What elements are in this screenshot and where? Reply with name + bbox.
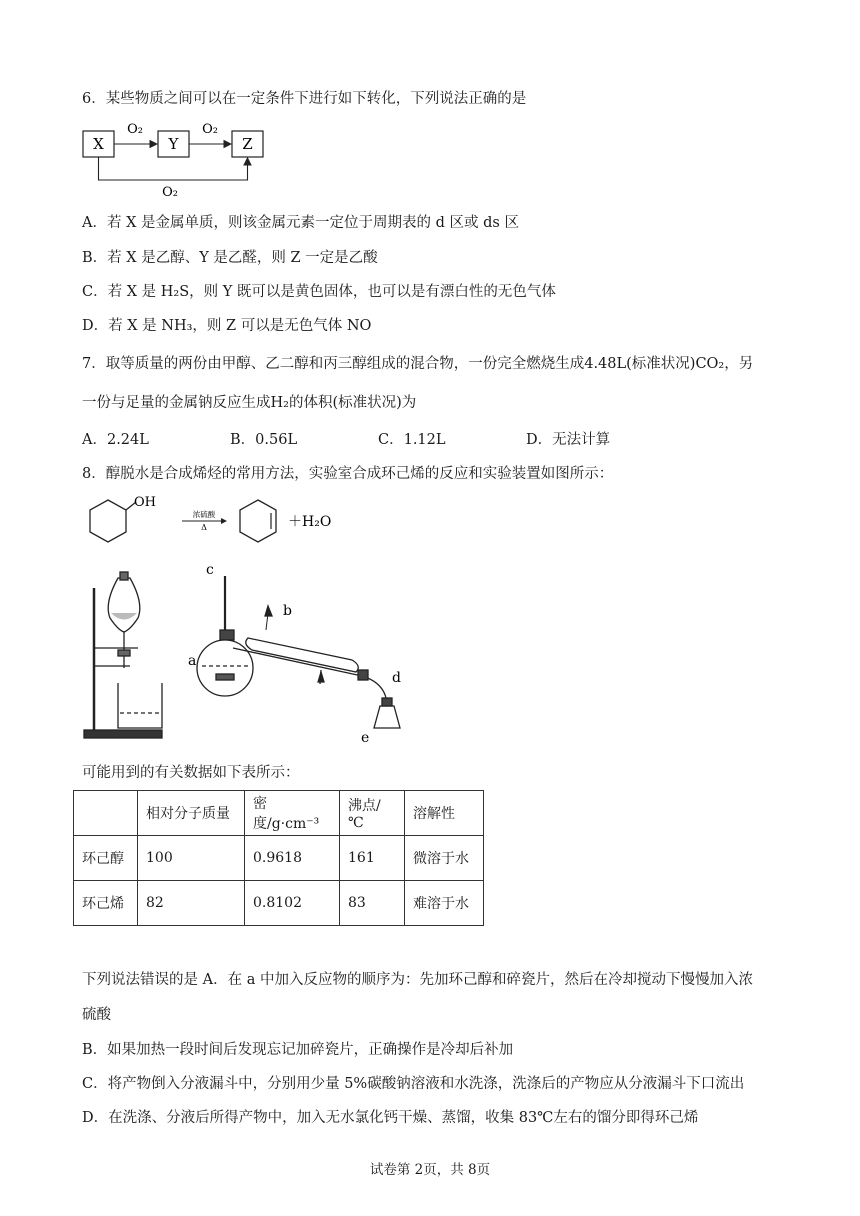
q8-option-a-line1: 下列说法错误的是 A．在 a 中加入反应物的顺序为：先加环己醇和碎瓷片，然后在冷却搅动下慢慢加入浓	[82, 972, 753, 988]
header-cell-molar-mass: 相对分子质量	[138, 791, 245, 836]
reaction-condition-bottom: Δ	[201, 523, 207, 532]
header-cell-solubility: 溶解性	[405, 791, 484, 836]
q8-stem: 8．醇脱水是合成烯烃的常用方法，实验室合成环己烯的反应和实验装置如图所示：	[82, 466, 614, 482]
table-cell: 微溶于水	[405, 836, 484, 881]
box-z-label: Z	[242, 135, 253, 153]
table-cell: 161	[340, 836, 405, 881]
label-c: c	[206, 562, 214, 578]
q6-conversion-diagram	[80, 116, 280, 198]
o2-label-1: O₂	[127, 122, 143, 137]
iron-stand-separatory-funnel	[84, 572, 162, 738]
q8-option-b: B．如果加热一段时间后发现忘记加碎瓷片，正确操作是冷却后补加	[82, 1042, 514, 1058]
table-cell: 环己醇	[74, 836, 138, 881]
table-row	[74, 836, 484, 881]
q6-stem: 6．某些物质之间可以在一定条件下进行如下转化，下列说法正确的是	[82, 91, 527, 107]
label-b: b	[283, 603, 292, 619]
label-d: d	[392, 670, 401, 686]
q7-options	[82, 428, 674, 449]
q7-stem-line1: 7．取等质量的两份由甲醇、乙二醇和丙三醇组成的混合物，一份完全燃烧生成4.48L(标准状况)CO₂，另	[82, 356, 754, 372]
q6-option-d: D．若 X 是 NH₃，则 Z 可以是无色气体 NO	[82, 318, 372, 334]
q6-option-a: A．若 X 是金属单质，则该金属元素一定位于周期表的 d 区或 ds 区	[82, 215, 519, 231]
table-header-row	[74, 791, 484, 836]
table-cell: 83	[340, 881, 405, 926]
header-cell-empty	[74, 791, 138, 836]
reaction-condition-top: 浓硫酸	[192, 510, 216, 519]
label-e: e	[361, 730, 370, 746]
q8-apparatus-figure	[80, 558, 420, 750]
o2-label-2: O₂	[202, 122, 218, 137]
label-a: a	[188, 653, 197, 669]
q7-option-d: D．无法计算	[526, 432, 611, 448]
q6-option-c: C．若 X 是 H₂S，则 Y 既可以是黄色固体，也可以是有漂白性的无色气体	[82, 284, 556, 300]
table-row	[74, 881, 484, 926]
distillation-setup	[197, 576, 400, 728]
table-cell: 难溶于水	[405, 881, 484, 926]
water-product: ＋H₂O	[288, 514, 332, 530]
arrow-x-z	[99, 157, 248, 180]
q7-stem-line2: 一份与足量的金属钠反应生成H₂的体积(标准状况)为	[82, 395, 417, 411]
header-cell-density: 密度/g·cm⁻³	[245, 791, 340, 836]
page-footer: 试卷第 2页，共 8页	[369, 1162, 491, 1178]
q8-reaction-scheme	[80, 490, 350, 552]
box-y-label: Y	[168, 135, 179, 153]
o2-label-3: O₂	[162, 185, 178, 198]
q8-option-d: D．在洗涤、分液后所得产物中，加入无水氯化钙干燥、蒸馏，收集 83℃左右的馏分即得环己烯	[82, 1110, 699, 1126]
q7-option-a: A．2.24L	[82, 432, 149, 448]
q7-option-b: B．0.56L	[230, 432, 298, 448]
table-cell: 环己烯	[74, 881, 138, 926]
q8-table-intro: 可能用到的有关数据如下表所示：	[82, 765, 300, 781]
box-x-label: X	[93, 135, 104, 153]
q7-option-c: C．1.12L	[378, 432, 446, 448]
table-cell: 82	[138, 881, 245, 926]
table-cell: 100	[138, 836, 245, 881]
header-cell-boiling-point: 沸点/℃	[340, 791, 405, 836]
table-cell: 0.9618	[245, 836, 340, 881]
q8-option-c: C．将产物倒入分液漏斗中，分别用少量 5%碳酸钠溶液和水洗涤，洗涤后的产物应从分液漏斗下口流出	[82, 1076, 745, 1092]
q8-data-table	[73, 790, 484, 926]
oh-label: OH	[134, 495, 156, 510]
q6-option-b: B．若 X 是乙醇、Y 是乙醛，则 Z 一定是乙酸	[82, 250, 378, 266]
table-cell: 0.8102	[245, 881, 340, 926]
cyclohexanol-ring	[90, 500, 126, 542]
q8-option-a-line2: 硫酸	[82, 1007, 111, 1023]
